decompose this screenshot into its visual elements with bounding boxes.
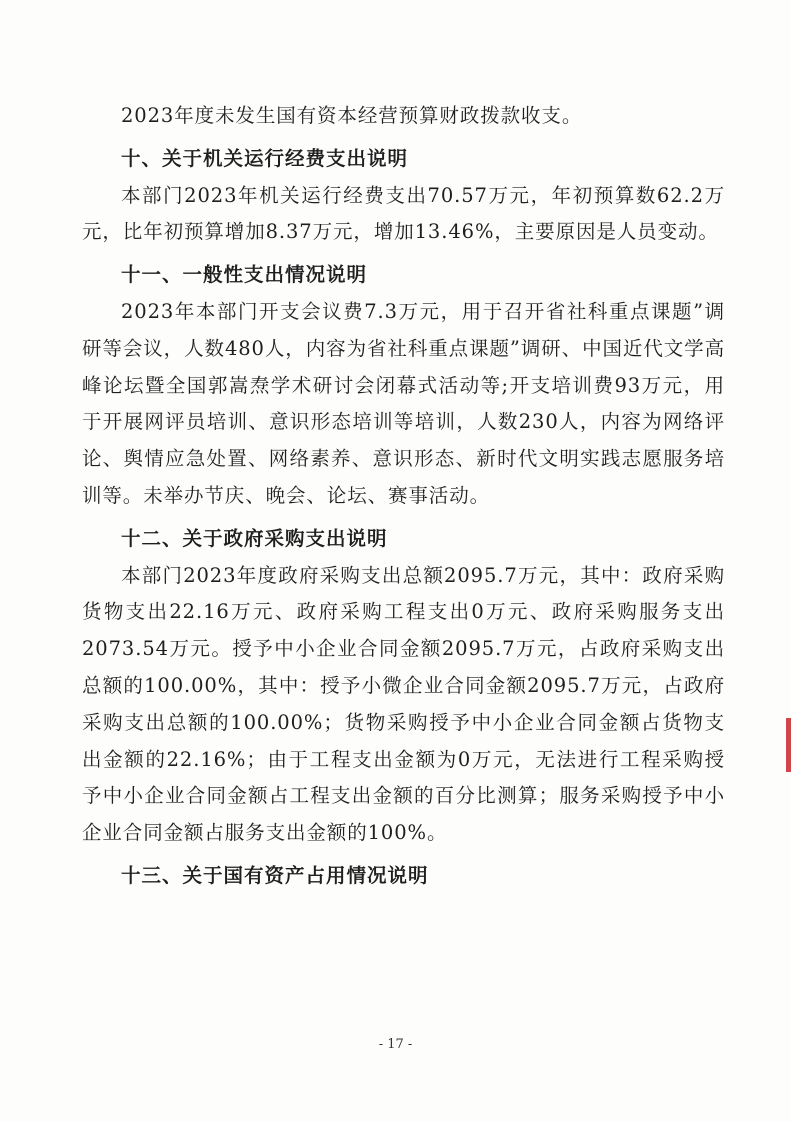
section-heading-13: 十三、关于国有资产占用情况说明: [121, 863, 429, 887]
paragraph-operating-expenses: 本部门2023年机关运行经费支出70.57万元，年初预算数62.2万元，比年初预算增加8.37万元，增加13.46%，主要原因是人员变动。: [82, 183, 725, 244]
document-body: [82, 98, 725, 895]
paragraph-procurement: 本部门2023年度政府采购支出总额2095.7万元，其中：政府采购货物支出22.16万元、政府采购工程支出0万元、政府采购服务支出2073.54万元。授予中小企业合同金额2095.7万元，占政府采购支出总额的100.00%，其中：授予小微企业合同金额2095.7万元，占政府采购支出总额的100.00%；货物采购授予中小企业合同金额占货物支出金额的22.16%；由于工程支出金额为0万元，无法进行工程采购授予中小企业合同金额占工程支出金额的百分比测算；服务采购授予中小企业合同金额占服务支出金额的100%。: [82, 563, 725, 845]
page-number: - 17 -: [378, 1037, 413, 1052]
paragraph-state-capital-note: 2023年度未发生国有资本经营预算财政拨款收支。: [121, 104, 583, 127]
red-edge-mark: [786, 718, 791, 772]
section-heading-11: 十一、一般性支出情况说明: [121, 263, 368, 287]
section-heading-12: 十二、关于政府采购支出说明: [121, 526, 388, 550]
paragraph-general-expenses: 2023年本部门开支会议费7.3万元，用于召开省社科重点课题”调研等会议，人数480人，内容为省社科重点课题”调研、中国近代文学高峰论坛暨全国郭嵩焘学术研讨会闭幕式活动等;开支培训费93万元，用于开展网评员培训、意识形态培训等培训，人数230人，内容为网络评论、舆情应急处置、网络素养、意识形态、新时代文明实践志愿服务培训等。未举办节庆、晚会、论坛、赛事活动。: [82, 299, 725, 507]
section-heading-10: 十、关于机关运行经费支出说明: [121, 146, 409, 170]
